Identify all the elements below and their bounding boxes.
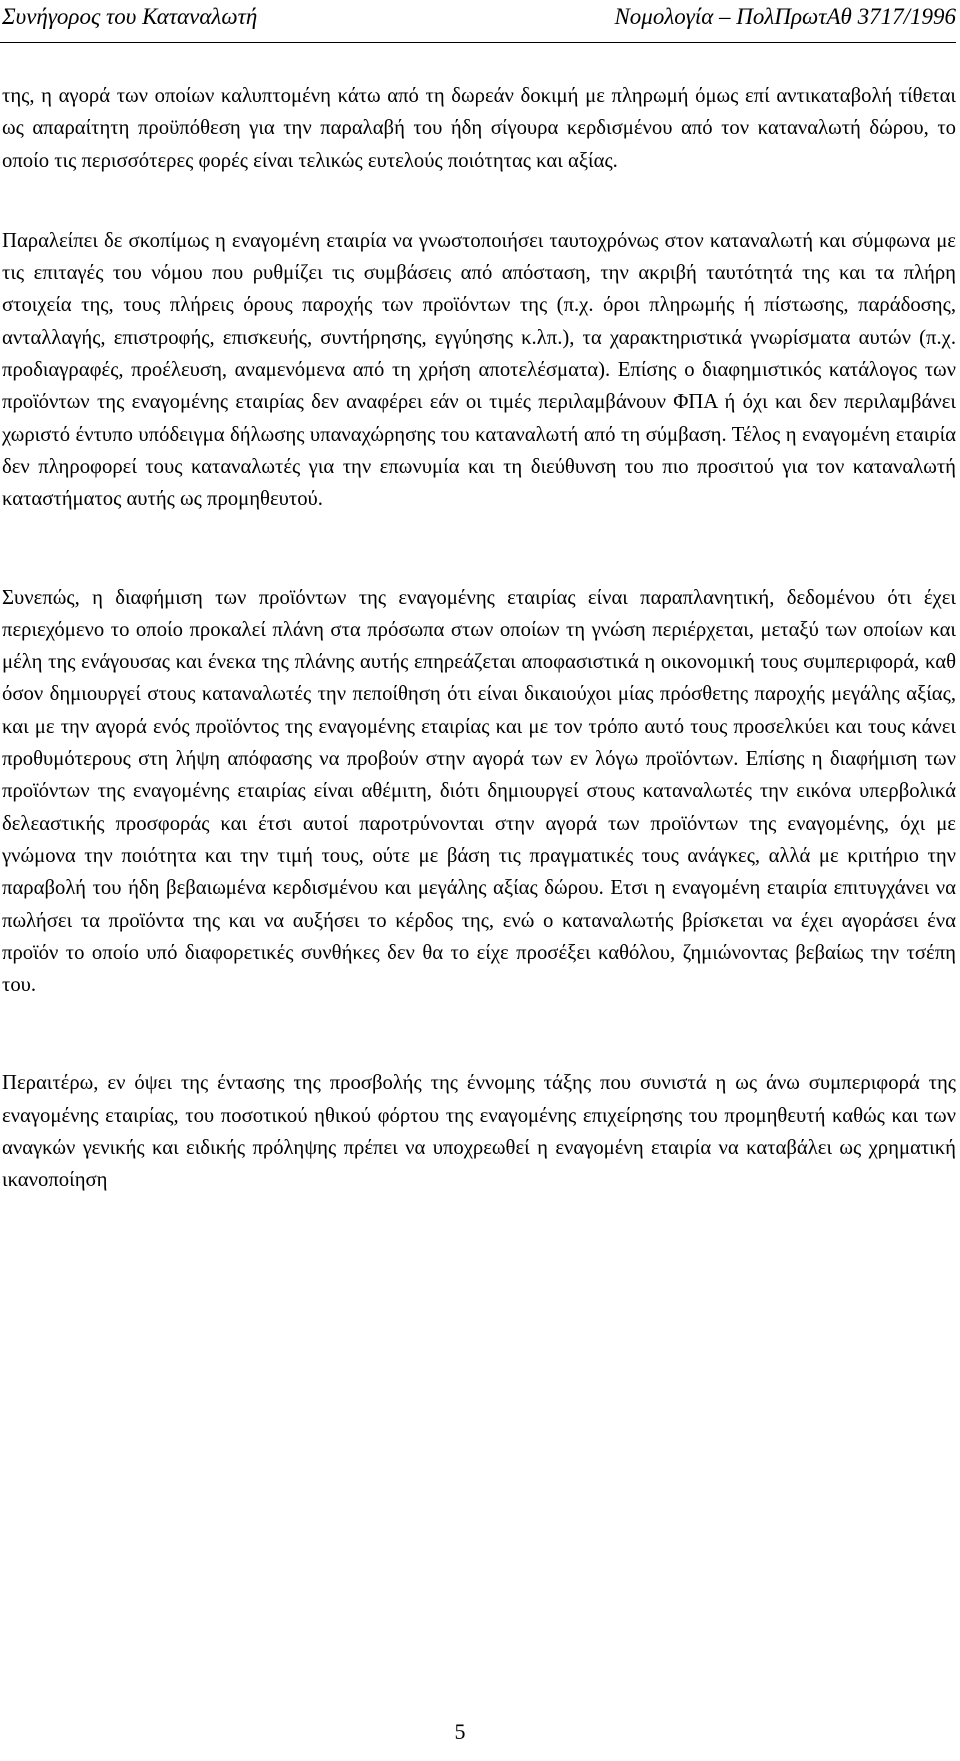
paragraph-4: Περαιτέρω, εν όψει της έντασης της προσβολής της έννομης τάξης που συνιστά η ως άνω συμπεριφορά της εναγομένης εταιρίας, του ποσοτικού ηθικού φόρτου της εναγομένης επιχείρησης του προμηθευτή καθώς και των αναγκών γενικής και ειδικής πρόληψης πρέπει να υποχρεωθεί η εναγομένη εταιρία να καταβάλει ως χρηματική ικανοποίηση [2,1072,956,1192]
page-number: 5 [454,1719,466,1744]
header-publisher: Συνήγορος του Καταναλωτή [2,4,258,29]
paragraph-3: Συνεπώς, η διαφήμιση των προϊόντων της εναγομένης εταιρίας είναι παραπλανητική, δεδομένου ότι έχει περιεχόμενο το οποίο προκαλεί πλάνη στα πρόσωπα στων οποίων τη γνώση περιέρχεται, μεταξύ των οποίων και μέλη της ενάγουσας και ένεκα της πλάνης αυτής επηρεάζεται αποφασιστικά η οικονομική τους συμπεριφορά, καθ όσον δημιουργεί στους καταναλωτές την πεποίθηση ότι είναι δικαιούχοι μίας πρόσθετης παροχής μεγάλης αξίας, και με την αγορά ενός προϊόντος της εναγομένης εταιρίας και με τον τρόπο αυτό τους προσελκύει και τους κάνει προθυμότερους στη λήψη απόφασης να προβούν στην αγορά των εν λόγω προϊόντων. Επίσης η διαφήμιση των προϊόντων της εναγομένης εταιρίας είναι αθέμιτη, διότι δημιουργεί στους καταναλωτές την εικόνα υπερβολικά δελεαστικής προσφοράς και έτσι αυτοί παροτρύνονται στην αγορά των προϊόντων της εναγομένης, όχι με γνώμονα την ποιότητα και την τιμή τους, ούτε με βάση τις πραγματικές τους ανάγκες, αλλά με κριτήριο την παραβολή του ήδη βεβαιωμένα κερδισμένου και μεγάλης αξίας δώρου. Ετσι η εναγομένη εταιρία επιτυγχάνει να πωλήσει τα προϊόντα της και να αυξήσει το κέρδος της, ενώ ο καταναλωτής βρίσκεται να έχει αγοράσει ένα προϊόν το οποίο υπό διαφορετικές συνθήκες δεν θα το είχε προσέξει καθόλου, ζημιώνοντας βεβαίως την τσέπη του. [2,586,956,997]
header-case-reference: Νομολογία – ΠολΠρωτΑθ 3717/1996 [614,4,956,29]
paragraph-1: της, η αγορά των οποίων καλυπτομένη κάτω από τη δωρεάν δοκιμή με πληρωμή όμως επί αντικαταβολή τίθεται ως απαραίτητη προϋπόθεση για την παραλαβή του ήδη σίγουρα κερδισμένου από τον καταναλωτή δώρου, το οποίο τις περισσότερες φορές είναι τελικώς ευτελούς ποιότητας και αξίας. [2,85,956,172]
body-text [2,80,956,1197]
running-header [0,0,956,43]
paragraph-2: Παραλείπει δε σκοπίμως η εναγομένη εταιρία να γνωστοποιήσει ταυτοχρόνως στον καταναλωτή και σύμφωνα με τις επιταγές του νόμου που ρυθμίζει τις συμβάσεις από απόσταση, την ακριβή ταυτότητά της και τα πλήρη στοιχεία της, τους πλήρεις όρους παροχής των προϊόντων της (π.χ. όροι πληρωμής ή πίστωσης, παράδοσης, ανταλλαγής, επιστροφής, επισκευής, συντήρησης, εγγύησης κ.λπ.), τα χαρακτηριστικά γνωρίσματα αυτών (π.χ. προδιαγραφές, προέλευση, αναμενόμενα από τη χρήση αποτελέσματα). Επίσης ο διαφημιστικός κατάλογος των προϊόντων της εναγομένης εταιρίας δεν αναφέρει εάν οι τιμές περιλαμβάνουν ΦΠΑ ή όχι και δεν περιλαμβάνει χωριστό έντυπο υπόδειγμα δήλωσης υπαναχώρησης του καταναλωτή από τη σύμβαση. Τέλος η εναγομένη εταιρία δεν πληροφορεί τους καταναλωτές για την επωνυμία και τη διεύθυνση του πιο προσιτού για τον καταναλωτή καταστήματος αυτής ως προμηθευτού. [2,229,956,511]
